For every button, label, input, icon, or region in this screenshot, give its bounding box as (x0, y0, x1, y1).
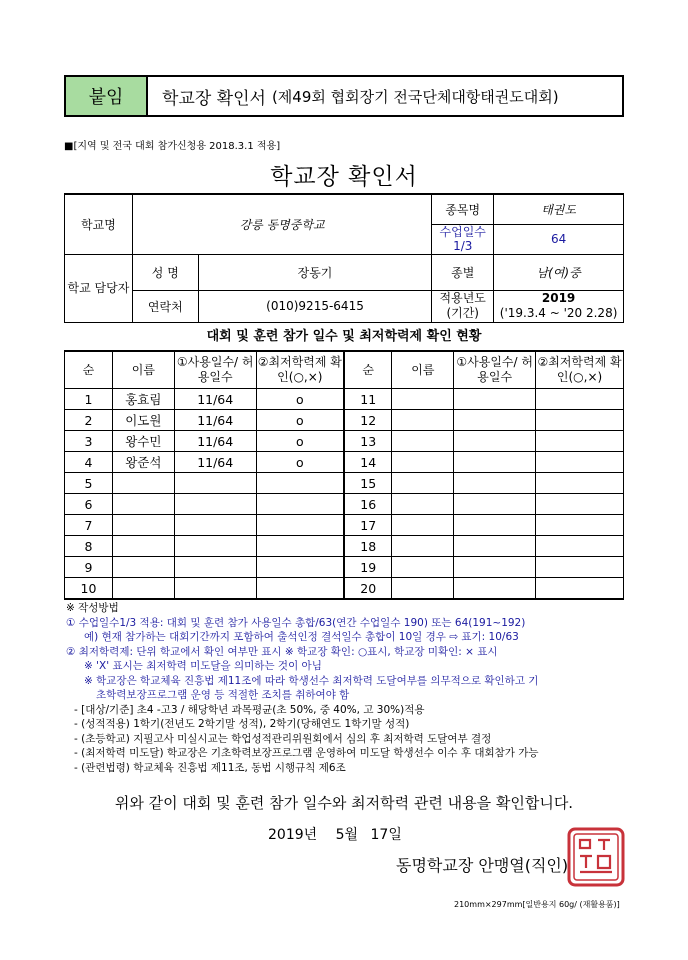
table-row (65, 536, 624, 557)
row-days-2 (454, 389, 536, 410)
row-no-2: 14 (344, 452, 392, 473)
row-name: 홍효림 (112, 389, 174, 410)
row-no-2: 11 (344, 389, 392, 410)
event-label: 종목명 (432, 194, 494, 224)
row-name (112, 578, 174, 600)
name-value: 장동기 (198, 254, 432, 290)
row-name-2 (392, 494, 454, 515)
row-check-2 (536, 473, 624, 494)
row-check-2 (536, 389, 624, 410)
school-info-table (64, 193, 624, 323)
document-title: 학교장 확인서 (270, 164, 418, 190)
note-3: ※ 'X' 표시는 최저학력 미도달을 의미하는 것이 아님 (84, 660, 322, 672)
official-seal-icon (566, 826, 626, 888)
note-4a: ※ 학교장은 학교체육 진흥법 제11조에 따라 학생선수 최저학력 도달여부를 의무적으로 확인하고 기 (84, 674, 539, 687)
row-days-2 (454, 557, 536, 578)
header-subtitle: (제49회 협회장기 전국단체대항태권도대회) (271, 87, 559, 106)
gender-label: 종별 (432, 254, 494, 290)
row-name-2 (392, 515, 454, 536)
year-cell (494, 290, 624, 322)
note-1a: ① 수업일수1/3 적용: 대회 및 훈련 참가 사용일수 총합/63(연간 수업일수 190) 또는 64(191~192) (66, 616, 526, 629)
row-check (256, 557, 344, 578)
row-days (174, 515, 256, 536)
row-days: 11/64 (174, 452, 256, 473)
roster-table (64, 350, 624, 600)
row-no: 7 (65, 515, 113, 536)
header-no-2: 순 (344, 351, 392, 389)
row-name-2 (392, 578, 454, 600)
row-check-2 (536, 452, 624, 473)
row-no: 2 (65, 410, 113, 431)
table-row (65, 410, 624, 431)
header-days-2: ①사용일수/ 허용일수 (454, 351, 536, 389)
row-no-2: 13 (344, 431, 392, 452)
note-2: ② 최저학력제: 단위 학교에서 확인 여부만 표시 ※ 학교장 확인: ○표시, 학교장 미확인: × 표시 (66, 645, 498, 658)
row-no-2: 18 (344, 536, 392, 557)
name-label: 성 명 (132, 254, 198, 290)
row-check-2 (536, 536, 624, 557)
row-no-2: 16 (344, 494, 392, 515)
note-7: - (초등학교) 지필고사 미실시교는 학업성적관리위원회에서 심의 후 최저학력 도달여부 결정 (74, 732, 492, 745)
header-check: ②최저학력제 확인(○,×) (256, 351, 344, 389)
footer-paper-spec: 210mm×297mm[일반용지 60g/ (재활용품)] (454, 900, 620, 909)
row-days (174, 578, 256, 600)
row-days (174, 473, 256, 494)
row-no-2: 12 (344, 410, 392, 431)
row-no: 8 (65, 536, 113, 557)
row-check (256, 494, 344, 515)
row-no: 9 (65, 557, 113, 578)
school-label: 학교명 (65, 194, 133, 254)
row-check (256, 515, 344, 536)
row-days-2 (454, 578, 536, 600)
row-name: 왕수민 (112, 431, 174, 452)
row-name-2 (392, 431, 454, 452)
row-no: 1 (65, 389, 113, 410)
contact-label: 연락처 (132, 290, 198, 322)
header-title-box (148, 75, 624, 117)
row-days-2 (454, 515, 536, 536)
days-value: 64 (494, 224, 624, 254)
row-name-2 (392, 389, 454, 410)
row-check: o (256, 431, 344, 452)
row-check-2 (536, 494, 624, 515)
row-no-2: 20 (344, 578, 392, 600)
row-check-2 (536, 578, 624, 600)
row-check-2 (536, 515, 624, 536)
row-name-2 (392, 410, 454, 431)
row-days: 11/64 (174, 431, 256, 452)
row-name (112, 515, 174, 536)
header-name-2: 이름 (392, 351, 454, 389)
row-name-2 (392, 536, 454, 557)
header-no: 순 (65, 351, 113, 389)
confirmation-text: 위와 같이 대회 및 훈련 참가 일수와 최저학력 관련 내용을 확인합니다. (114, 794, 574, 812)
note-9: - (관련법령) 학교체육 진흥법 제11조, 동법 시행규칙 제6조 (74, 761, 346, 774)
notes-heading: ※ 작성방법 (66, 602, 119, 614)
row-check (256, 473, 344, 494)
row-name-2 (392, 452, 454, 473)
issue-date (268, 824, 402, 844)
header-days: ①사용일수/ 허용일수 (174, 351, 256, 389)
row-check (256, 536, 344, 557)
note-1b: 예) 현재 참가하는 대회기간까지 포함하여 출석인정 결석일수 총합이 10일 경우 ⇨ 표기: 10/63 (84, 631, 519, 643)
header-check-2: ②최저학력제 확인(○,×) (536, 351, 624, 389)
row-check: o (256, 389, 344, 410)
instructions (66, 601, 646, 775)
row-days-2 (454, 473, 536, 494)
year-label: 적용년도 (기간) (432, 290, 494, 322)
row-days: 11/64 (174, 389, 256, 410)
row-check: o (256, 452, 344, 473)
teacher-label: 학교 담당자 (65, 254, 133, 322)
row-no-2: 15 (344, 473, 392, 494)
note-6: - (성적적용) 1학기(전년도 2학기말 성적), 2학기(당해연도 1학기말 성적) (74, 718, 410, 730)
row-name: 이도원 (112, 410, 174, 431)
date-month: 5월 (335, 827, 359, 843)
note-4b: 초학력보장프로그램 운영 등 적절한 조치를 취하여야 함 (96, 689, 350, 701)
row-days-2 (454, 452, 536, 473)
table-row (65, 431, 624, 452)
event-value: 태권도 (494, 194, 624, 224)
row-name-2 (392, 473, 454, 494)
period-value: ('19.3.4 ~ '20 2.28) (499, 306, 618, 320)
date-day: 17일 (370, 827, 402, 843)
row-no-2: 19 (344, 557, 392, 578)
row-days (174, 557, 256, 578)
row-check-2 (536, 557, 624, 578)
row-no: 3 (65, 431, 113, 452)
row-days-2 (454, 494, 536, 515)
year-value: 2019 (541, 291, 576, 305)
row-name (112, 494, 174, 515)
row-name (112, 473, 174, 494)
row-check (256, 578, 344, 600)
section-title: 대회 및 훈련 참가 일수 및 최저학력제 확인 현황 (206, 329, 482, 344)
note-8: - (최저학력 미도달) 학교장은 기초학력보장프로그램 운영하여 미도달 학생선수 이수 후 대회참가 가능 (74, 747, 539, 759)
row-no: 6 (65, 494, 113, 515)
table-row (65, 557, 624, 578)
school-value: 강릉 동명중학교 (132, 194, 431, 254)
table-row (65, 578, 624, 600)
row-check-2 (536, 431, 624, 452)
row-name: 왕준석 (112, 452, 174, 473)
contact-value: (010)9215-6415 (198, 290, 432, 322)
days-label: 수업일수 1/3 (432, 224, 494, 254)
date-year: 2019년 (268, 827, 318, 843)
row-no: 5 (65, 473, 113, 494)
row-days (174, 494, 256, 515)
header-title: 학교장 확인서 (162, 88, 266, 109)
top-note: ■[지역 및 전국 대회 참가신청용 2018.3.1 적용] (64, 141, 281, 152)
row-no-2: 17 (344, 515, 392, 536)
attachment-badge: 붙임 (64, 75, 148, 117)
gender-value: 남(여)중 (494, 254, 624, 290)
signer: 동명학교장 안맹열(직인) (396, 856, 569, 875)
table-row (65, 515, 624, 536)
row-name-2 (392, 557, 454, 578)
row-name (112, 557, 174, 578)
row-check: o (256, 410, 344, 431)
row-no: 10 (65, 578, 113, 600)
note-5: - [대상/기준] 초4 -고3 / 해당학년 과목평균(초 50%, 중 40%, 고 30%)적용 (74, 703, 425, 716)
row-name (112, 536, 174, 557)
header-name: 이름 (112, 351, 174, 389)
row-days: 11/64 (174, 410, 256, 431)
row-days (174, 536, 256, 557)
row-check-2 (536, 410, 624, 431)
row-days-2 (454, 410, 536, 431)
row-days-2 (454, 536, 536, 557)
row-days-2 (454, 431, 536, 452)
row-no: 4 (65, 452, 113, 473)
table-row (65, 389, 624, 410)
table-row (65, 494, 624, 515)
roster-header-row (65, 351, 624, 389)
table-row (65, 452, 624, 473)
table-row (65, 473, 624, 494)
